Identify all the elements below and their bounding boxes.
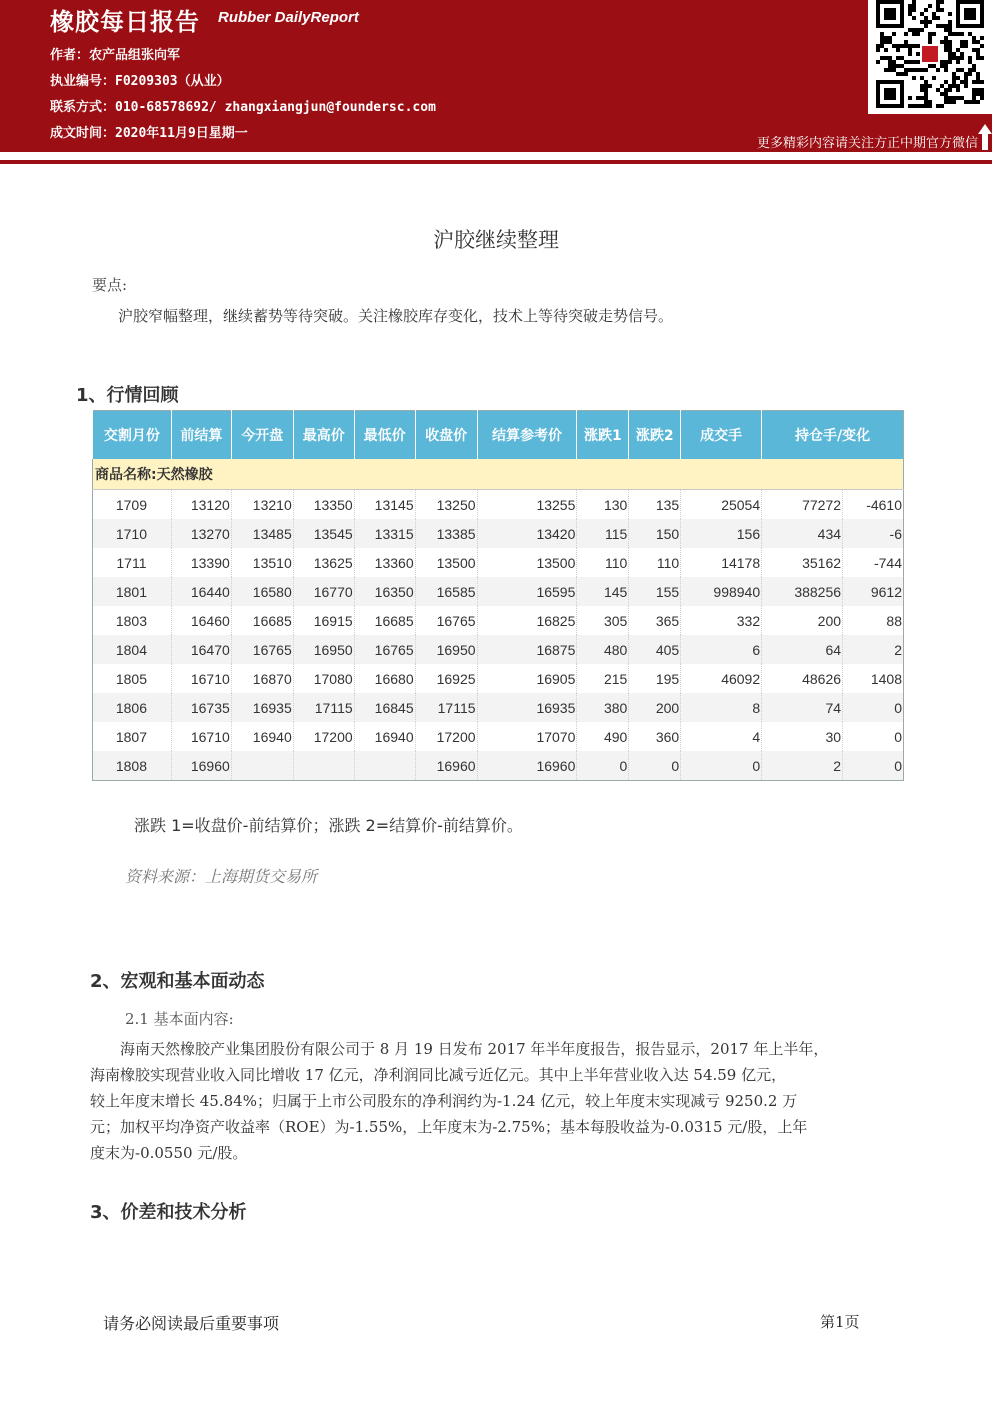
- table-cell: 1804: [93, 635, 172, 664]
- table-cell: 88: [843, 606, 904, 635]
- table-cell: 17200: [293, 722, 354, 751]
- report-title-cn: 橡胶每日报告: [50, 8, 200, 36]
- table-cell: 16915: [293, 606, 354, 635]
- table-cell: 13510: [231, 548, 293, 577]
- column-header: 持仓手/变化: [762, 411, 904, 460]
- table-row: [93, 519, 904, 548]
- key-points-label: 要点:: [92, 276, 128, 294]
- table-cell: 1808: [93, 751, 172, 781]
- table-cell: 13145: [354, 490, 415, 520]
- table-cell: [293, 751, 354, 781]
- section2-subheading: 2.1 基本面内容:: [125, 1010, 234, 1028]
- table-cell: 30: [762, 722, 843, 751]
- table-cell: [354, 751, 415, 781]
- table-cell: 115: [577, 519, 629, 548]
- arrow-up-icon: [978, 124, 992, 150]
- table-cell: 200: [629, 693, 681, 722]
- table-cell: 16710: [171, 722, 231, 751]
- table-cell: 35162: [762, 548, 843, 577]
- column-header: 结算参考价: [477, 411, 577, 460]
- table-cell: 13315: [354, 519, 415, 548]
- qr-code-graphic: [876, 0, 984, 108]
- column-header: 最高价: [293, 411, 354, 460]
- table-row: [93, 722, 904, 751]
- table-cell: 0: [843, 751, 904, 781]
- report-title-en: Rubber DailyReport: [218, 9, 359, 26]
- table-cell: 13625: [293, 548, 354, 577]
- footer-notice: 请务必阅读最后重要事项: [103, 1314, 280, 1333]
- table-cell: 200: [762, 606, 843, 635]
- page-title: 沪胶继续整理: [433, 228, 559, 252]
- summary-text: 沪胶窄幅整理，继续蓄势等待突破。关注橡胶库存变化，技术上等待突破走势信号。: [118, 307, 674, 325]
- column-header: 今开盘: [231, 411, 293, 460]
- paragraph-line: 较上年度末增长 45.84%；归属于上市公司股东的净利润约为-1.24 亿元，较上年度末实现减亏 9250.2 万: [90, 1092, 798, 1110]
- table-cell: 365: [629, 606, 681, 635]
- table-cell: 360: [629, 722, 681, 751]
- table-cell: 16935: [477, 693, 577, 722]
- table-cell: 13210: [231, 490, 293, 520]
- table-cell: 0: [577, 751, 629, 781]
- table-cell: 16960: [415, 751, 477, 781]
- table-cell: 16680: [354, 664, 415, 693]
- table-cell: 150: [629, 519, 681, 548]
- table-cell: 13485: [231, 519, 293, 548]
- table-cell: 1709: [93, 490, 172, 520]
- table-cell: 195: [629, 664, 681, 693]
- table-row: [93, 606, 904, 635]
- table-cell: 0: [843, 722, 904, 751]
- table-cell: 16470: [171, 635, 231, 664]
- table-cell: 0: [629, 751, 681, 781]
- table-cell: 74: [762, 693, 843, 722]
- table-cell: 16765: [231, 635, 293, 664]
- table-cell: 16350: [354, 577, 415, 606]
- table-cell: 16935: [231, 693, 293, 722]
- table-cell: 13250: [415, 490, 477, 520]
- qr-footer-bar: [868, 114, 992, 120]
- table-cell: 4: [681, 722, 762, 751]
- table-cell: 16950: [415, 635, 477, 664]
- table-cell: 13120: [171, 490, 231, 520]
- table-cell: [231, 751, 293, 781]
- paragraph-line: 海南橡胶实现营业收入同比增收 17 亿元，净利润同比减亏近亿元。其中上半年营业收入达 54.59 亿元，: [90, 1066, 787, 1084]
- table-cell: 156: [681, 519, 762, 548]
- author-line: 作者：农产品组张向军: [50, 48, 181, 63]
- column-header: 前结算: [171, 411, 231, 460]
- page-number: 第1页: [820, 1313, 860, 1331]
- table-cell: 13350: [293, 490, 354, 520]
- table-row: [93, 751, 904, 781]
- table-cell: 25054: [681, 490, 762, 520]
- column-header: 收盘价: [415, 411, 477, 460]
- table-cell: 16845: [354, 693, 415, 722]
- table-cell: 16460: [171, 606, 231, 635]
- table-cell: 1801: [93, 577, 172, 606]
- table-cell: 480: [577, 635, 629, 664]
- table-cell: 16765: [415, 606, 477, 635]
- table-cell: 1711: [93, 548, 172, 577]
- table-cell: 16825: [477, 606, 577, 635]
- table-cell: 16940: [354, 722, 415, 751]
- table-cell: 1805: [93, 664, 172, 693]
- table-cell: 490: [577, 722, 629, 751]
- section3-heading: 3、价差和技术分析: [90, 1202, 247, 1223]
- table-cell: 16735: [171, 693, 231, 722]
- section2-heading: 2、宏观和基本面动态: [90, 971, 265, 992]
- table-cell: 0: [843, 693, 904, 722]
- table-cell: 110: [629, 548, 681, 577]
- table-cell: 998940: [681, 577, 762, 606]
- paragraph-line: 度末为-0.0550 元/股。: [90, 1144, 248, 1162]
- column-header: 最低价: [354, 411, 415, 460]
- table-cell: 16580: [231, 577, 293, 606]
- table-cell: 1806: [93, 693, 172, 722]
- table-cell: 332: [681, 606, 762, 635]
- category-label: 商品名称:天然橡胶: [93, 459, 904, 490]
- table-cell: 13500: [477, 548, 577, 577]
- table-cell: 17080: [293, 664, 354, 693]
- table-cell: 16770: [293, 577, 354, 606]
- table-cell: 77272: [762, 490, 843, 520]
- table-cell: 155: [629, 577, 681, 606]
- date-line: 成文时间：2020年11月9日星期一: [50, 126, 248, 141]
- table-cell: 48626: [762, 664, 843, 693]
- table-cell: 16925: [415, 664, 477, 693]
- table-cell: 16595: [477, 577, 577, 606]
- column-header: 涨跌1: [577, 411, 629, 460]
- header-divider: [0, 155, 992, 157]
- paragraph-line: 元；加权平均净资产收益率（ROE）为-1.55%，上年度末为-2.75%；基本每股收益为-0.0315 元/股，上年: [90, 1118, 808, 1136]
- table-cell: 388256: [762, 577, 843, 606]
- fundamentals-paragraph: [90, 1036, 916, 1166]
- qr-code-icon: [868, 0, 992, 114]
- table-cell: 1803: [93, 606, 172, 635]
- table-cell: 16960: [171, 751, 231, 781]
- table-cell: 6: [681, 635, 762, 664]
- table-cell: 16440: [171, 577, 231, 606]
- table-cell: 16875: [477, 635, 577, 664]
- column-header: 成交手: [681, 411, 762, 460]
- table-cell: 0: [681, 751, 762, 781]
- follow-wechat-text: 更多精彩内容请关注方正中期官方微信: [756, 136, 978, 151]
- table-cell: 46092: [681, 664, 762, 693]
- table-cell: 130: [577, 490, 629, 520]
- table-row: [93, 693, 904, 722]
- table-cell: 2: [843, 635, 904, 664]
- table-cell: 17070: [477, 722, 577, 751]
- table-cell: 13545: [293, 519, 354, 548]
- column-header: 涨跌2: [629, 411, 681, 460]
- table-row: [93, 548, 904, 577]
- table-cell: 305: [577, 606, 629, 635]
- table-cell: 405: [629, 635, 681, 664]
- table-cell: 13360: [354, 548, 415, 577]
- table-cell: 13385: [415, 519, 477, 548]
- paragraph-line: 海南天然橡胶产业集团股份有限公司于 8 月 19 日发布 2017 年半年度报告，报告显示，2017 年上半年，: [90, 1040, 829, 1058]
- table-cell: 17200: [415, 722, 477, 751]
- table-cell: 110: [577, 548, 629, 577]
- table-row: [93, 490, 904, 520]
- table-cell: -6: [843, 519, 904, 548]
- table-note: 涨跌 1=收盘价-前结算价；涨跌 2=结算价-前结算价。: [134, 816, 523, 835]
- table-cell: 16685: [354, 606, 415, 635]
- table-cell: 135: [629, 490, 681, 520]
- table-cell: 380: [577, 693, 629, 722]
- table-cell: 17115: [415, 693, 477, 722]
- license-line: 执业编号：F0209303（从业）: [50, 74, 230, 89]
- contact-line: 联系方式：010-68578692/ zhangxiangjun@foundersc.com: [50, 100, 436, 115]
- report-header: [0, 0, 992, 152]
- table-cell: 9612: [843, 577, 904, 606]
- table-cell: 16710: [171, 664, 231, 693]
- table-cell: 145: [577, 577, 629, 606]
- table-cell: 1807: [93, 722, 172, 751]
- category-row: [93, 459, 904, 490]
- table-cell: 8: [681, 693, 762, 722]
- table-cell: 16950: [293, 635, 354, 664]
- table-cell: 16585: [415, 577, 477, 606]
- table-cell: 13390: [171, 548, 231, 577]
- table-row: [93, 577, 904, 606]
- table-cell: 16960: [477, 751, 577, 781]
- quote-table: [92, 410, 904, 781]
- table-cell: 434: [762, 519, 843, 548]
- table-cell: 1710: [93, 519, 172, 548]
- table-cell: 13255: [477, 490, 577, 520]
- table-cell: 215: [577, 664, 629, 693]
- table-row: [93, 664, 904, 693]
- table-row: [93, 635, 904, 664]
- table-cell: -744: [843, 548, 904, 577]
- table-header-row: [93, 411, 904, 460]
- table-cell: 13500: [415, 548, 477, 577]
- table-cell: 16940: [231, 722, 293, 751]
- data-source: 资料来源：上海期货交易所: [125, 867, 318, 886]
- column-header: 交割月份: [93, 411, 172, 460]
- table-cell: 16685: [231, 606, 293, 635]
- table-cell: -4610: [843, 490, 904, 520]
- table-cell: 14178: [681, 548, 762, 577]
- table-cell: 16905: [477, 664, 577, 693]
- table-cell: 2: [762, 751, 843, 781]
- table-cell: 16765: [354, 635, 415, 664]
- section1-heading: 1、行情回顾: [76, 385, 179, 406]
- table-cell: 64: [762, 635, 843, 664]
- table-cell: 1408: [843, 664, 904, 693]
- header-bottom-rule: [0, 160, 992, 164]
- table-cell: 13270: [171, 519, 231, 548]
- table-cell: 13420: [477, 519, 577, 548]
- table-cell: 17115: [293, 693, 354, 722]
- table-cell: 16870: [231, 664, 293, 693]
